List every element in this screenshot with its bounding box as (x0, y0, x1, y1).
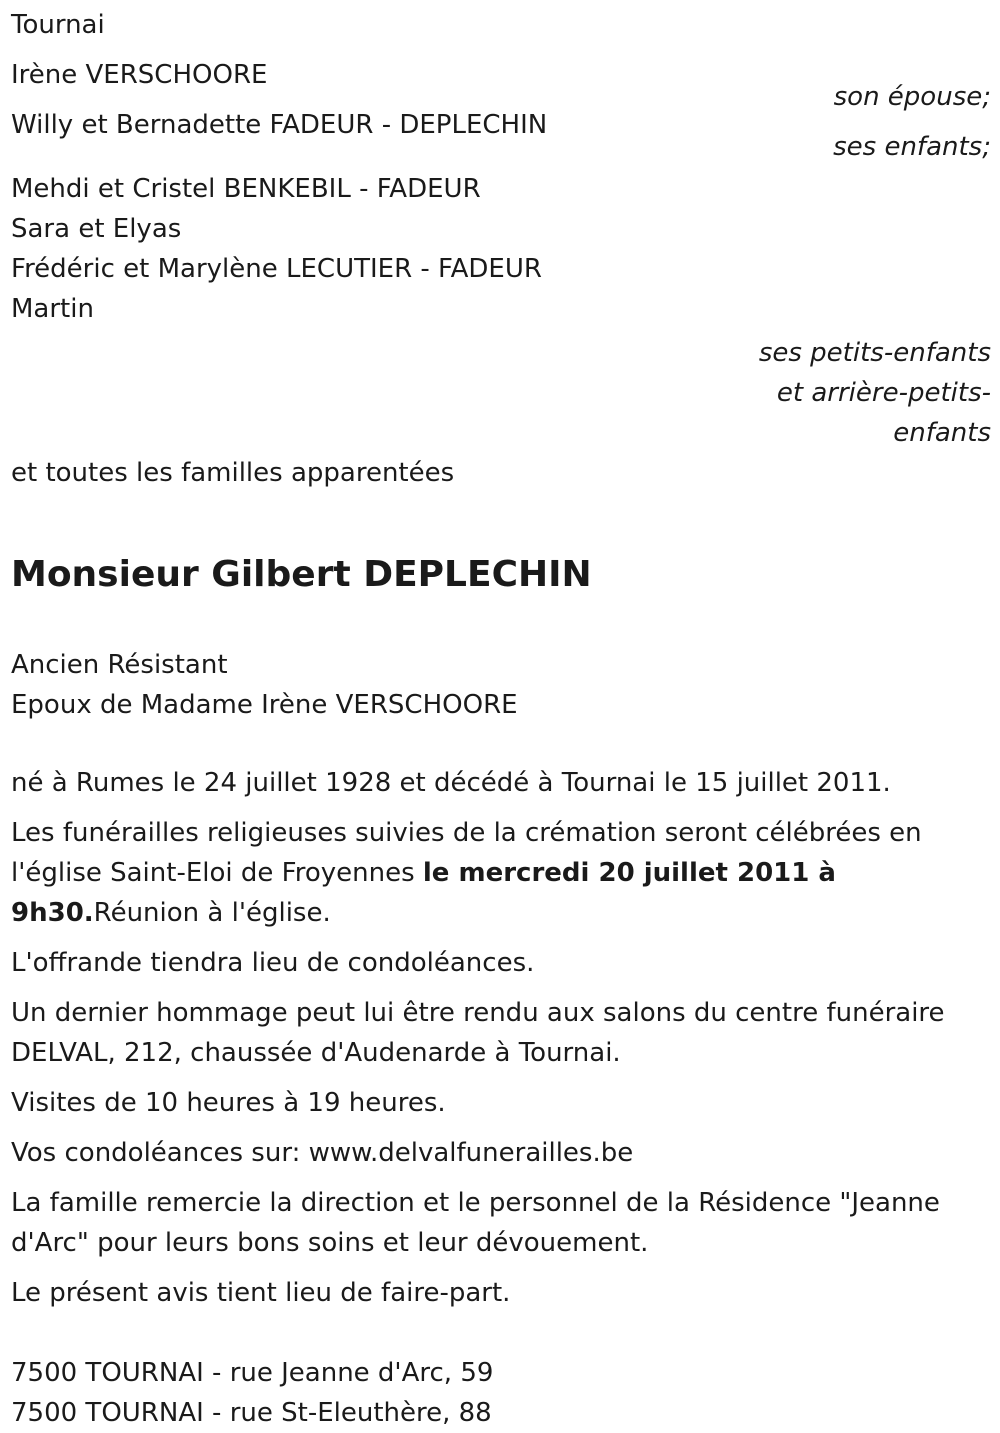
related-families: et toutes les familles apparentées (11, 458, 455, 488)
birth-death-text: né à Rumes le 24 juillet 1928 et décédé à Tournai le 15 juillet 2011. (11, 768, 891, 798)
offering-text: L'offrande tiendra lieu de condoléances. (11, 948, 535, 978)
deceased-name: Monsieur Gilbert DEPLECHIN (11, 554, 592, 595)
wife-name: Irène VERSCHOORE (11, 60, 268, 90)
funeral-date: le mercredi 20 juillet 2011 à 9h30. (11, 858, 836, 928)
grandchildren-list (11, 169, 991, 329)
city-heading: Tournai (11, 10, 105, 40)
deceased-title: Ancien Résistant (11, 650, 228, 680)
grandchild-line: Mehdi et Cristel BENKEBIL - FADEUR (11, 174, 481, 204)
funeral-after: Réunion à l'église. (93, 898, 331, 928)
visits-text: Visites de 10 heures à 19 heures. (11, 1088, 446, 1118)
funeral-intro: Les funérailles religieuses suivies de la crémation seront célébrées en l'église Saint-Eloi de Froyennes (11, 818, 922, 888)
grandchildren-role-line: et arrière-petits- (776, 378, 991, 408)
condolences-text: Vos condoléances sur: www.delvalfunerailles.be (11, 1138, 634, 1168)
grandchildren-role-line: ses petits-enfants (758, 338, 991, 368)
thanks-text: La famille remercie la direction et le personnel de la Résidence "Jeanne d'Arc" pour leurs bons soins et leur dévouement. (11, 1188, 940, 1258)
wife-role: son épouse; (833, 82, 991, 112)
deceased-spouse: Epoux de Madame Irène VERSCHOORE (11, 690, 518, 720)
address-line: 7500 TOURNAI - rue St-Eleuthère, 88 (11, 1398, 492, 1428)
obituary-notice (11, 0, 991, 1433)
children-names: Willy et Bernadette FADEUR - DEPLECHIN (11, 110, 548, 140)
homage-text: Un dernier hommage peut lui être rendu aux salons du centre funéraire DELVAL, 212, chaussée d'Audenarde à Tournai. (11, 998, 945, 1068)
funeral-paragraph (11, 813, 991, 933)
grandchild-line: Frédéric et Marylène LECUTIER - FADEUR (11, 254, 542, 284)
grandchild-line: Martin (11, 294, 94, 324)
children-role: ses enfants; (833, 132, 991, 162)
grandchild-line: Sara et Elyas (11, 214, 182, 244)
grandchildren-role (11, 333, 991, 453)
grandchildren-role-line: enfants (893, 418, 991, 448)
address-line: 7500 TOURNAI - rue Jeanne d'Arc, 59 (11, 1358, 494, 1388)
notice-text: Le présent avis tient lieu de faire-part. (11, 1278, 511, 1308)
